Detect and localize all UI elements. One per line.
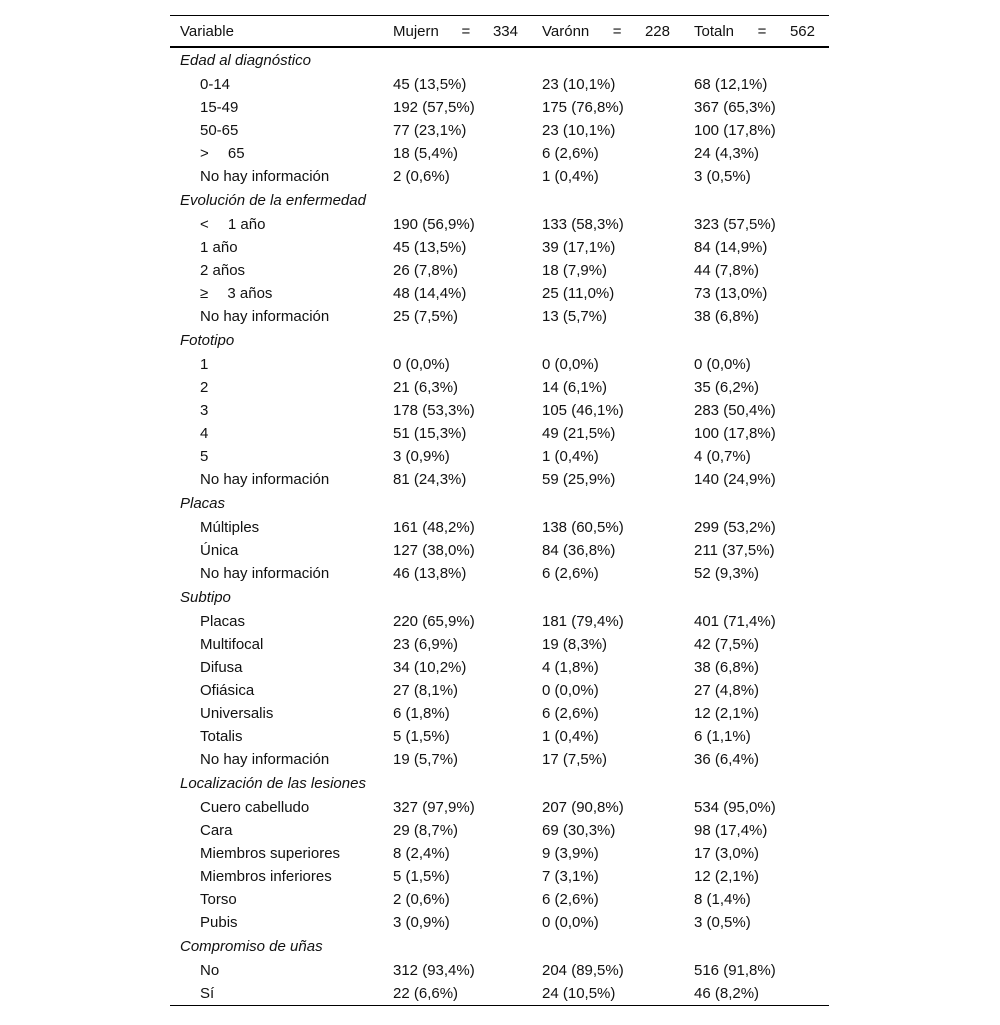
cell-varon: 1 (0,4%) [542, 728, 599, 745]
cell-total: 36 (6,4%) [694, 751, 760, 768]
header-mujer-n: 334 [492, 22, 518, 40]
cell-total: 68 (12,1%) [694, 76, 768, 93]
row-label: Universalis [200, 705, 274, 722]
cell-total: 283 (50,4%) [694, 402, 776, 419]
table-row [170, 422, 829, 445]
cell-varon: 59 (25,9%) [542, 471, 616, 488]
cell-mujer: 3 (0,9%) [393, 914, 450, 931]
cell-mujer: 2 (0,6%) [393, 168, 450, 185]
cell-mujer: 5 (1,5%) [393, 728, 450, 745]
cell-mujer: 26 (7,8%) [393, 262, 459, 279]
table-row [170, 865, 829, 888]
row-label: Sí [200, 985, 215, 1002]
cell-mujer: 46 (13,8%) [393, 565, 467, 582]
cell-total: 516 (91,8%) [694, 962, 776, 979]
row-label: Totalis [200, 728, 243, 745]
cell-mujer: 34 (10,2%) [393, 659, 467, 676]
cell-mujer: 21 (6,3%) [393, 379, 459, 396]
header-varon-eq: = [612, 22, 622, 40]
cell-total: 35 (6,2%) [694, 379, 760, 396]
table-row [170, 679, 829, 702]
cell-varon: 175 (76,8%) [542, 99, 624, 116]
cell-mujer: 25 (7,5%) [393, 308, 459, 325]
cell-mujer: 190 (56,9%) [393, 216, 475, 233]
cell-mujer: 77 (23,1%) [393, 122, 467, 139]
cell-varon: 6 (2,6%) [542, 891, 599, 908]
table-row [170, 213, 829, 236]
cell-total: 140 (24,9%) [694, 471, 776, 488]
header-total [684, 16, 829, 48]
cell-total: 401 (71,4%) [694, 613, 776, 630]
header-varon [532, 16, 684, 48]
group-header-row [170, 188, 829, 213]
cell-varon: 133 (58,3%) [542, 216, 624, 233]
cell-mujer: 45 (13,5%) [393, 239, 467, 256]
header-total-label: Totaln [694, 22, 735, 40]
cell-varon: 204 (89,5%) [542, 962, 624, 979]
header-varon-n: 228 [644, 22, 670, 40]
cell-mujer: 312 (93,4%) [393, 962, 475, 979]
table-row [170, 236, 829, 259]
cell-total: 323 (57,5%) [694, 216, 776, 233]
table-row [170, 888, 829, 911]
table-row [170, 468, 829, 491]
row-label: Cara [200, 822, 233, 839]
table-row [170, 656, 829, 679]
table-row [170, 516, 829, 539]
cell-mujer: 45 (13,5%) [393, 76, 467, 93]
cell-varon: 0 (0,0%) [542, 682, 599, 699]
table-row [170, 725, 829, 748]
cell-mujer: 27 (8,1%) [393, 682, 459, 699]
table-row [170, 399, 829, 422]
table-row [170, 539, 829, 562]
header-total-n: 562 [789, 22, 815, 40]
row-label: No hay información [200, 168, 330, 185]
cell-varon: 6 (2,6%) [542, 145, 599, 162]
table-row [170, 445, 829, 468]
cell-varon: 1 (0,4%) [542, 448, 599, 465]
cell-total: 3 (0,5%) [694, 168, 751, 185]
row-label: 1 año [200, 239, 238, 256]
table-row [170, 142, 829, 165]
table-row [170, 796, 829, 819]
group-title: Subtipo [180, 589, 231, 606]
row-label: Torso [200, 891, 237, 908]
cell-total: 6 (1,1%) [694, 728, 751, 745]
header-mujer-label: Mujern [393, 22, 439, 40]
table-header [170, 16, 829, 48]
cell-mujer: 192 (57,5%) [393, 99, 475, 116]
group-title: Localización de las lesiones [180, 775, 366, 792]
cell-mujer: 8 (2,4%) [393, 845, 450, 862]
cell-varon: 13 (5,7%) [542, 308, 608, 325]
cell-mujer: 5 (1,5%) [393, 868, 450, 885]
cell-total: 367 (65,3%) [694, 99, 776, 116]
cell-mujer: 178 (53,3%) [393, 402, 475, 419]
row-label: < 1 año [200, 216, 266, 233]
cell-varon: 25 (11,0%) [542, 285, 615, 302]
cell-varon: 181 (79,4%) [542, 613, 624, 630]
cell-varon: 49 (21,5%) [542, 425, 616, 442]
header-mujer-eq: = [461, 22, 471, 40]
group-title: Edad al diagnóstico [180, 52, 311, 69]
row-label: 5 [200, 448, 209, 465]
group-title: Compromiso de uñas [180, 938, 323, 955]
cell-varon: 105 (46,1%) [542, 402, 624, 419]
data-table [170, 15, 829, 1006]
cell-total: 84 (14,9%) [694, 239, 768, 256]
row-label: Ofiásica [200, 682, 255, 699]
table-row [170, 96, 829, 119]
row-label: No hay información [200, 565, 330, 582]
cell-varon: 17 (7,5%) [542, 751, 608, 768]
cell-varon: 6 (2,6%) [542, 705, 599, 722]
cell-varon: 24 (10,5%) [542, 985, 616, 1002]
cell-varon: 9 (3,9%) [542, 845, 599, 862]
row-label: 15-49 [200, 99, 239, 116]
group-header-row [170, 771, 829, 796]
cell-mujer: 51 (15,3%) [393, 425, 467, 442]
table-row [170, 702, 829, 725]
row-label: No hay información [200, 751, 330, 768]
group-header-row [170, 934, 829, 959]
row-label: Cuero cabelludo [200, 799, 310, 816]
group-header-row [170, 328, 829, 353]
row-label: Placas [200, 613, 246, 630]
cell-mujer: 22 (6,6%) [393, 985, 459, 1002]
table-row [170, 259, 829, 282]
cell-mujer: 19 (5,7%) [393, 751, 459, 768]
table-row [170, 376, 829, 399]
cell-total: 100 (17,8%) [694, 425, 776, 442]
table-row [170, 305, 829, 328]
row-label: Única [200, 542, 239, 559]
row-label: 50-65 [200, 122, 239, 139]
cell-varon: 14 (6,1%) [542, 379, 608, 396]
row-label: 4 [200, 425, 209, 442]
cell-total: 27 (4,8%) [694, 682, 760, 699]
table-row [170, 562, 829, 585]
table-row [170, 353, 829, 376]
header-variable: Variable [180, 22, 234, 40]
group-header-row [170, 585, 829, 610]
cell-mujer: 48 (14,4%) [393, 285, 467, 302]
cell-varon: 84 (36,8%) [542, 542, 616, 559]
row-label: Multifocal [200, 636, 264, 653]
table-row [170, 633, 829, 656]
cell-total: 3 (0,5%) [694, 914, 751, 931]
row-label: Pubis [200, 914, 238, 931]
header-mujer [383, 16, 532, 48]
row-label: No hay información [200, 471, 330, 488]
cell-varon: 23 (10,1%) [542, 122, 616, 139]
cell-total: 42 (7,5%) [694, 636, 760, 653]
row-label: 0-14 [200, 76, 231, 93]
cell-mujer: 327 (97,9%) [393, 799, 475, 816]
cell-total: 534 (95,0%) [694, 799, 776, 816]
cell-total: 38 (6,8%) [694, 659, 760, 676]
cell-total: 211 (37,5%) [694, 542, 775, 559]
table-row [170, 610, 829, 633]
cell-mujer: 81 (24,3%) [393, 471, 467, 488]
table-row [170, 119, 829, 142]
row-label: 2 años [200, 262, 246, 279]
cell-varon: 39 (17,1%) [542, 239, 616, 256]
table-row [170, 819, 829, 842]
row-label: 2 [200, 379, 209, 396]
cell-total: 100 (17,8%) [694, 122, 776, 139]
table-row [170, 165, 829, 188]
cell-varon: 69 (30,3%) [542, 822, 616, 839]
cell-varon: 138 (60,5%) [542, 519, 624, 536]
table-row [170, 959, 829, 982]
table-row [170, 748, 829, 771]
cell-varon: 0 (0,0%) [542, 914, 599, 931]
group-title: Placas [180, 495, 226, 512]
cell-mujer: 0 (0,0%) [393, 356, 450, 373]
cell-varon: 23 (10,1%) [542, 76, 616, 93]
cell-total: 44 (7,8%) [694, 262, 760, 279]
row-label: > 65 [200, 145, 245, 162]
cell-total: 73 (13,0%) [694, 285, 768, 302]
cell-mujer: 127 (38,0%) [393, 542, 475, 559]
cell-varon: 0 (0,0%) [542, 356, 599, 373]
cell-total: 38 (6,8%) [694, 308, 760, 325]
header-total-eq: = [757, 22, 767, 40]
row-label: Miembros superiores [200, 845, 341, 862]
cell-total: 46 (8,2%) [694, 985, 760, 1002]
table-row [170, 282, 829, 305]
table-row [170, 73, 829, 96]
cell-varon: 6 (2,6%) [542, 565, 599, 582]
row-label: Difusa [200, 659, 243, 676]
row-label: No hay información [200, 308, 330, 325]
cell-total: 17 (3,0%) [694, 845, 760, 862]
cell-total: 98 (17,4%) [694, 822, 768, 839]
cell-total: 52 (9,3%) [694, 565, 760, 582]
table-row [170, 911, 829, 934]
group-header-row [170, 47, 829, 73]
row-label: 3 [200, 402, 209, 419]
header-varon-label: Varónn [542, 22, 590, 40]
group-header-row [170, 491, 829, 516]
group-title: Evolución de la enfermedad [180, 192, 366, 209]
row-label: 1 [200, 356, 209, 373]
row-label: Miembros inferiores [200, 868, 332, 885]
cell-mujer: 2 (0,6%) [393, 891, 450, 908]
cell-mujer: 29 (8,7%) [393, 822, 459, 839]
cell-total: 299 (53,2%) [694, 519, 776, 536]
cell-varon: 1 (0,4%) [542, 168, 599, 185]
cell-varon: 7 (3,1%) [542, 868, 599, 885]
cell-mujer: 18 (5,4%) [393, 145, 459, 162]
row-label: ≥ 3 años [200, 285, 273, 302]
cell-varon: 207 (90,8%) [542, 799, 624, 816]
cell-total: 8 (1,4%) [694, 891, 751, 908]
row-label: Múltiples [200, 519, 260, 536]
cell-total: 12 (2,1%) [694, 868, 760, 885]
cell-varon: 19 (8,3%) [542, 636, 608, 653]
cell-total: 4 (0,7%) [694, 448, 751, 465]
cell-mujer: 3 (0,9%) [393, 448, 450, 465]
data-table-container [170, 15, 829, 1006]
table-body [170, 47, 829, 1006]
group-title: Fototipo [180, 332, 235, 349]
table-row [170, 842, 829, 865]
row-label: No [200, 962, 220, 979]
header-row [170, 16, 829, 48]
cell-total: 12 (2,1%) [694, 705, 760, 722]
table-row [170, 982, 829, 1006]
cell-total: 0 (0,0%) [694, 356, 751, 373]
cell-total: 24 (4,3%) [694, 145, 760, 162]
cell-mujer: 6 (1,8%) [393, 705, 450, 722]
cell-mujer: 161 (48,2%) [393, 519, 475, 536]
cell-varon: 18 (7,9%) [542, 262, 608, 279]
cell-mujer: 23 (6,9%) [393, 636, 459, 653]
cell-varon: 4 (1,8%) [542, 659, 599, 676]
cell-mujer: 220 (65,9%) [393, 613, 475, 630]
